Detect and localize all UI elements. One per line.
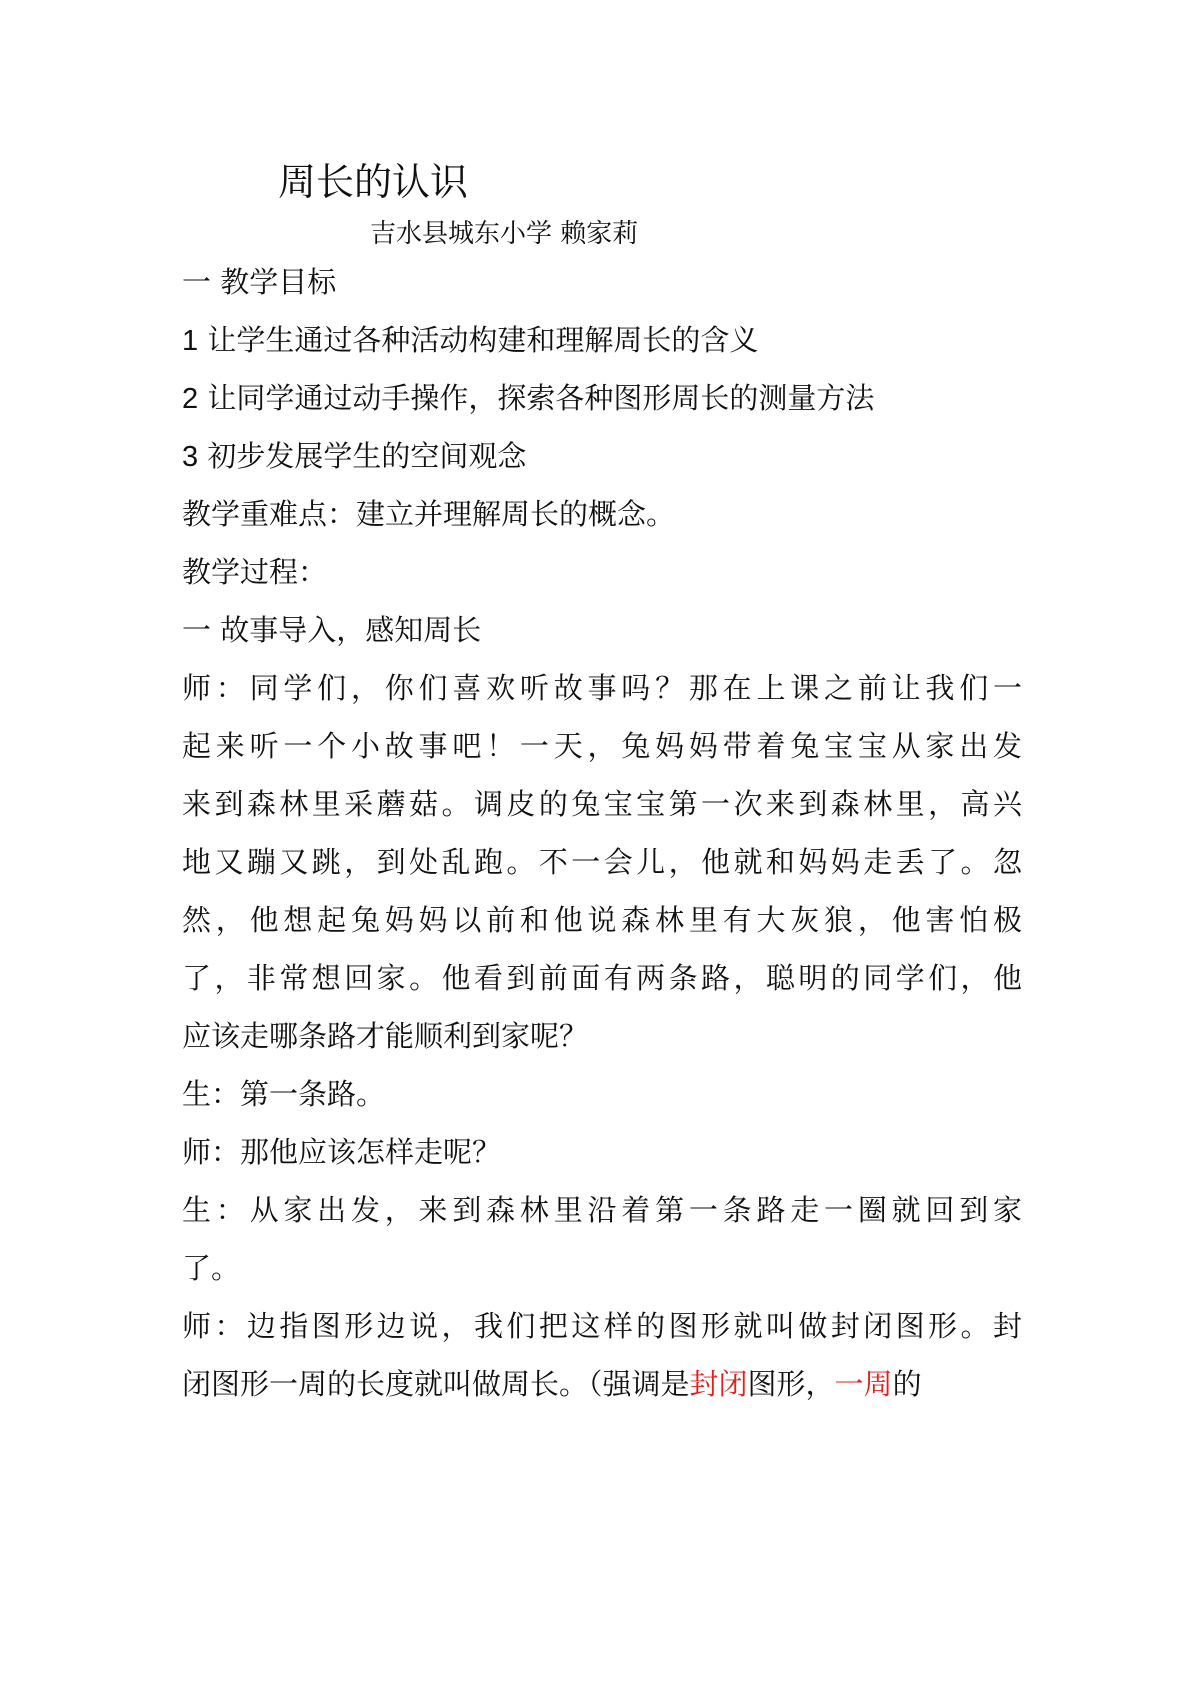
dialogue-student: 生：第一条路。 [182, 1077, 386, 1111]
story-line: 地又蹦又跳，到处乱跑。不一会儿，他就和妈妈走丢了。忽 [182, 845, 1022, 879]
author-line: 吉水县城东小学 赖家莉 [370, 219, 639, 249]
objective-number: 3 [182, 441, 199, 473]
story-line: 起来听一个小故事吧！一天，兔妈妈带着兔宝宝从家出发 [182, 729, 1022, 763]
text-segment: 图形， [747, 1367, 835, 1401]
text-segment: 闭图形一周的长度就叫做周长。（强调是 [182, 1367, 690, 1401]
text-segment: 的 [892, 1367, 922, 1401]
emphasis-closed: 封闭 [689, 1367, 748, 1401]
story-line: 了，非常想回家。他看到前面有两条路，聪明的同学们，他 [182, 961, 1022, 995]
section-heading-objectives: 一 教学目标 [182, 265, 337, 299]
objective-item [182, 436, 1022, 477]
objective-item [182, 320, 1022, 361]
story-line: 应该走哪条路才能顺利到家呢？ [182, 1019, 589, 1053]
dialogue-student: 生：从家出发，来到森林里沿着第一条路走一圈就回到家 [182, 1193, 1022, 1227]
story-line: 师：同学们，你们喜欢听故事吗？那在上课之前让我们一 [182, 671, 1022, 705]
key-point: 教学重难点：建立并理解周长的概念。 [182, 497, 676, 531]
document-title: 周长的认识 [278, 160, 469, 204]
story-line: 然，他想起兔妈妈以前和他说森林里有大灰狼，他害怕极 [182, 903, 1022, 937]
objective-text: 初步发展学生的空间观念 [207, 439, 527, 473]
dialogue-teacher-continued [182, 1364, 1022, 1404]
dialogue-teacher: 师：那他应该怎样走呢？ [182, 1135, 502, 1169]
emphasis-one-round: 一周 [834, 1367, 893, 1401]
objective-text: 让学生通过各种活动构建和理解周长的含义 [207, 323, 759, 357]
objective-number: 1 [182, 325, 199, 357]
dialogue-teacher: 师：边指图形边说，我们把这样的图形就叫做封闭图形。封 [182, 1309, 1022, 1343]
dialogue-student-continued: 了。 [182, 1251, 241, 1285]
objective-text: 让同学通过动手操作，探索各种图形周长的测量方法 [207, 381, 875, 415]
part1-heading: 一 故事导入，感知周长 [182, 613, 482, 647]
objective-number: 2 [182, 383, 199, 415]
objective-item [182, 378, 1022, 419]
story-line: 来到森林里采蘑菇。调皮的兔宝宝第一次来到森林里，高兴 [182, 787, 1022, 821]
process-heading: 教学过程： [182, 555, 328, 589]
